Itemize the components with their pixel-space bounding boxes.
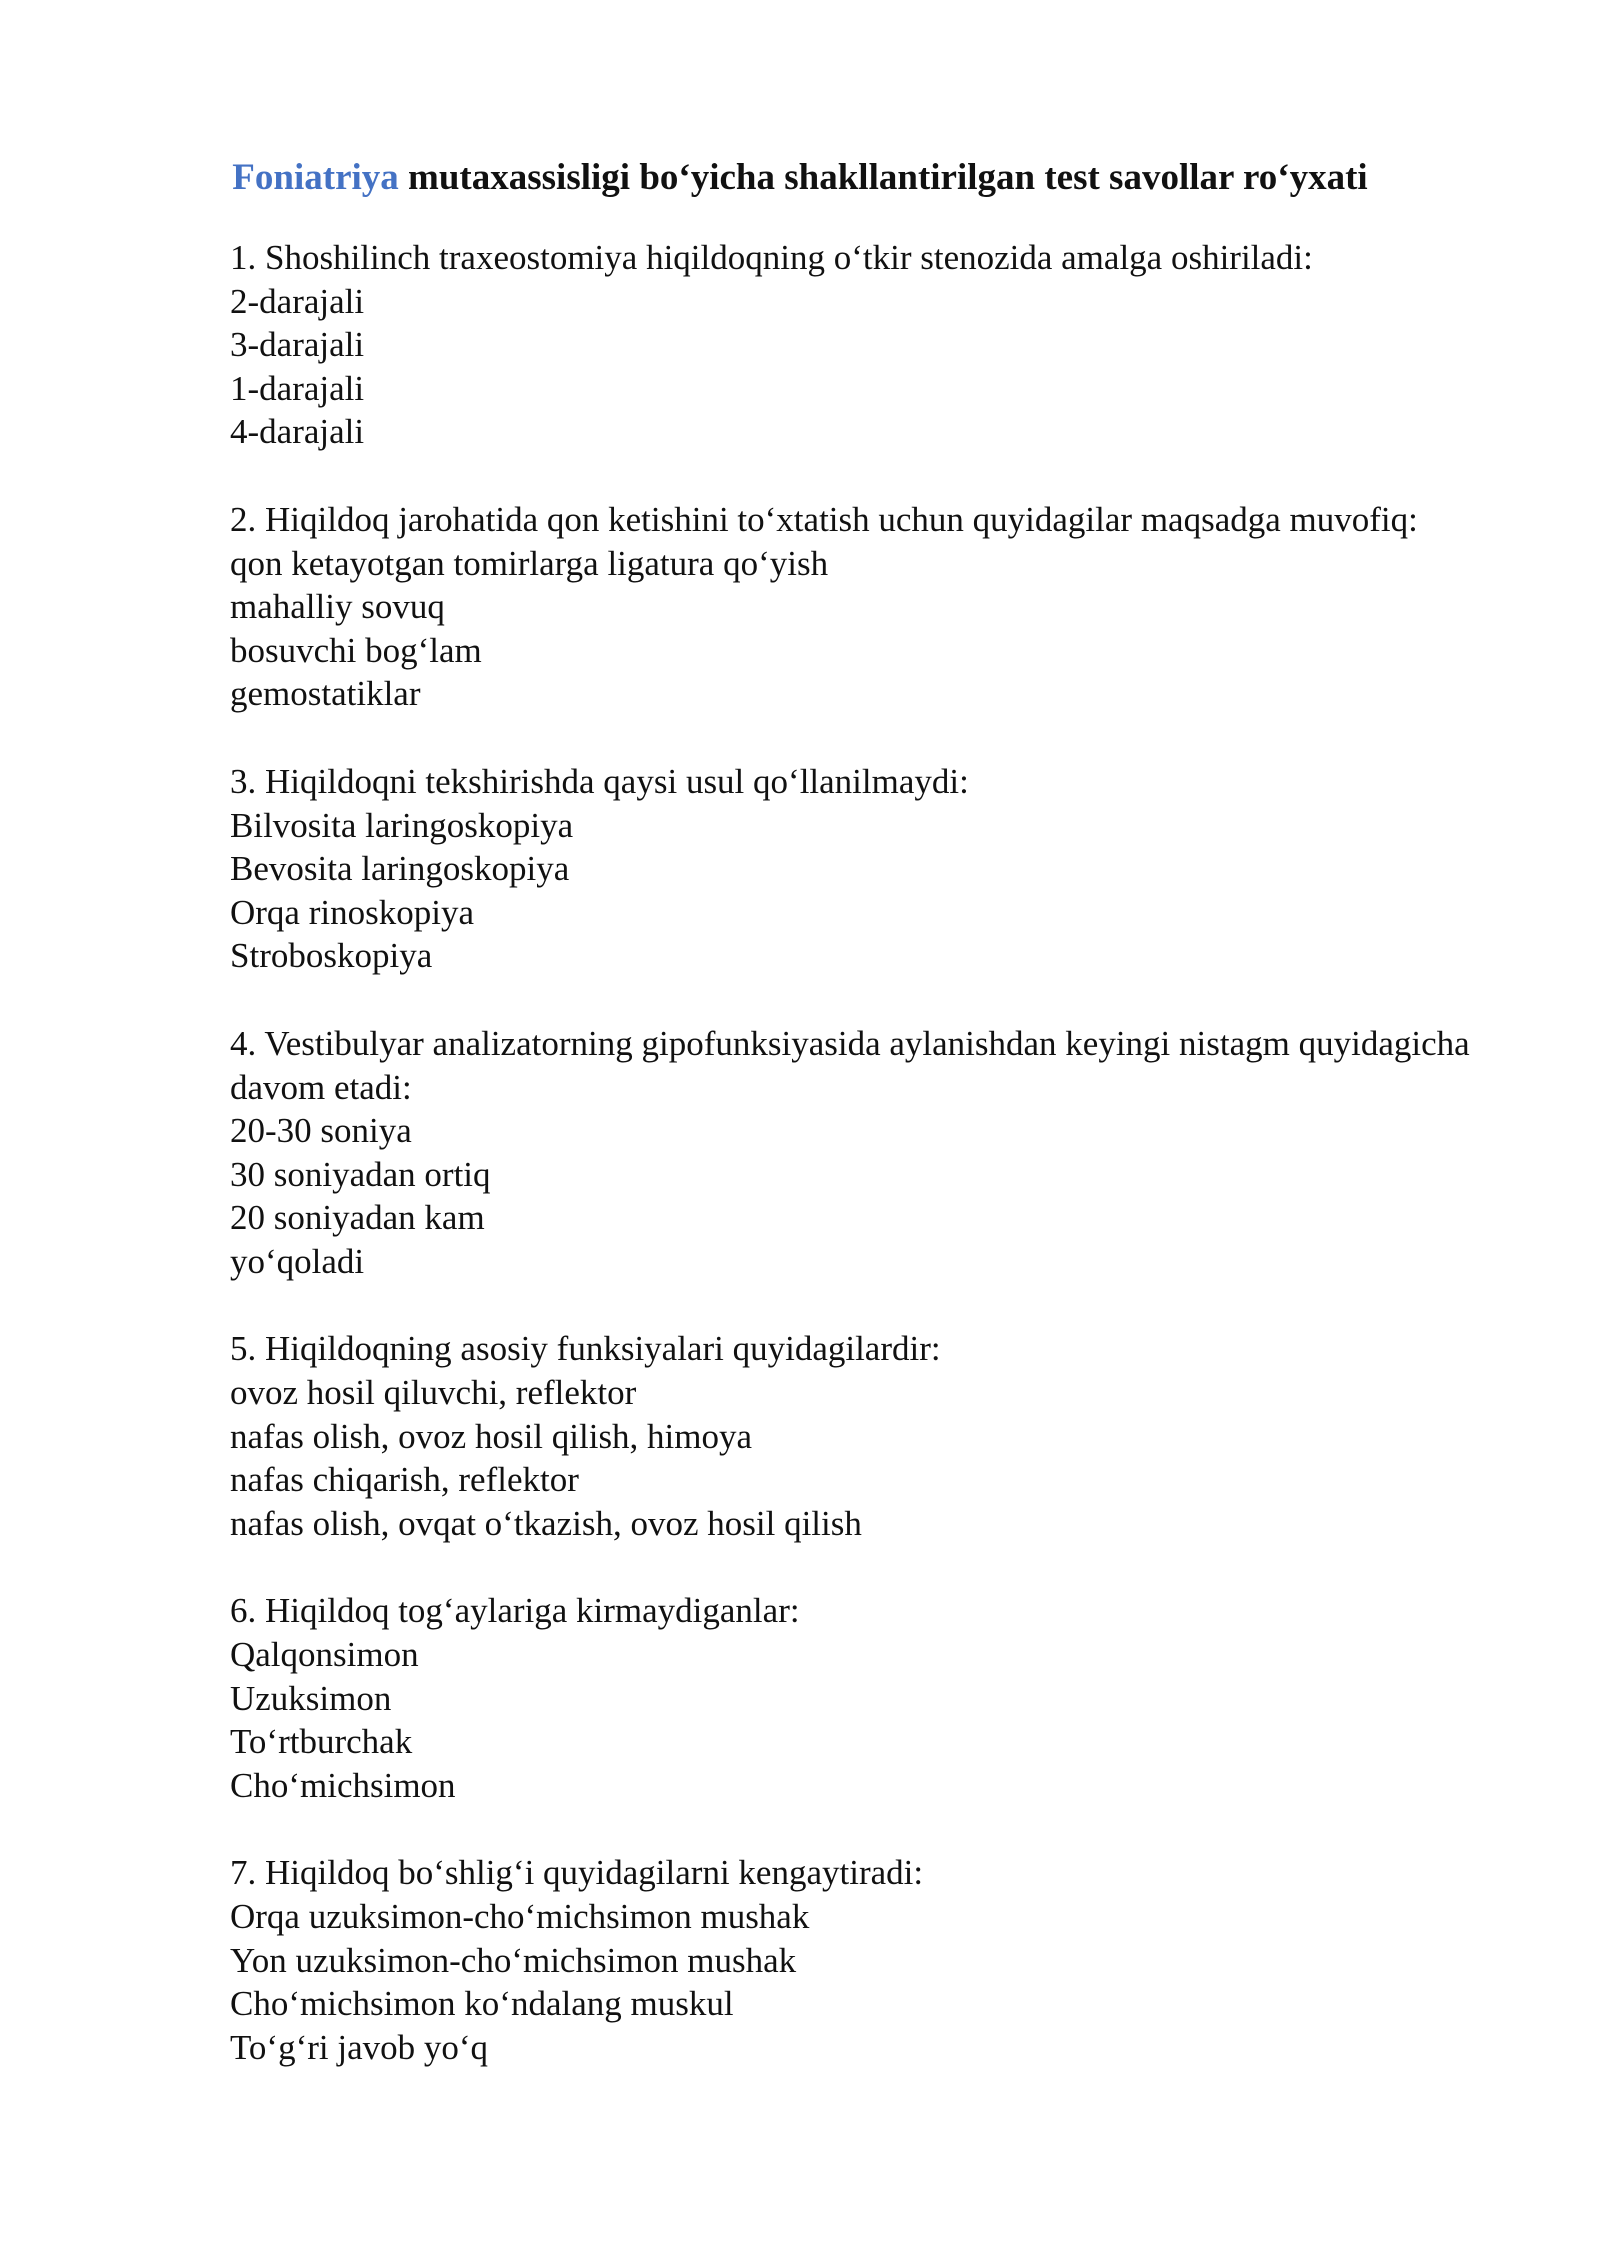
question-text: 7. Hiqildoq bo‘shlig‘i quyidagilarni kengaytiradi: [230,1853,924,1893]
answer-option: 20 soniyadan kam [230,1198,485,1238]
answer-option: Stroboskopiya [230,936,433,976]
answer-option: Cho‘michsimon ko‘ndalang muskul [230,1984,734,2024]
answer-option: gemostatiklar [230,674,421,714]
answer-option: nafas olish, ovqat o‘tkazish, ovoz hosil qilish [230,1503,862,1543]
answer-option: nafas olish, ovoz hosil qilish, himoya [230,1416,753,1456]
question-3 [230,760,1470,978]
title-rest: mutaxassisligi bo‘yicha shakllantirilgan test savollar ro‘yxati [398,157,1368,198]
answer-option: Orqa rinoskopiya [230,892,474,932]
question-text: 5. Hiqildoqning asosiy funksiyalari quyidagilardir: [230,1329,941,1369]
question-4 [230,1022,1470,1284]
answer-option: 3-darajali [230,325,365,365]
answer-option: mahalliy sovuq [230,587,445,627]
question-list [230,236,1470,2113]
answer-option: 4-darajali [230,412,365,452]
answer-option: nafas chiqarish, reflektor [230,1460,579,1500]
question-2 [230,498,1470,716]
answer-option: 1-darajali [230,368,365,408]
question-5 [230,1327,1470,1545]
answer-option: Yon uzuksimon-cho‘michsimon mushak [230,1940,797,1980]
answer-option: Orqa uzuksimon-cho‘michsimon mushak [230,1897,810,1936]
answer-option: Bilvosita laringoskopiya [230,805,574,845]
question-text: 3. Hiqildoqni tekshirishda qaysi usul qo‘llanilmaydi: [230,761,969,801]
answer-option: ovoz hosil qiluvchi, reflektor [230,1373,637,1413]
answer-option: Cho‘michsimon [230,1765,456,1805]
question-text: 2. Hiqildoq jarohatida qon ketishini to‘xtatish uchun quyidagilar maqsadga muvofiq: [230,499,1418,539]
question-6 [230,1589,1470,1807]
answer-option: 30 soniyadan ortiq [230,1154,491,1194]
answer-option: bosuvchi bog‘lam [230,630,482,670]
answer-option: 2-darajali [230,281,365,321]
document-title [0,148,1600,208]
question-7 [230,1851,1470,2069]
question-text: 1. Shoshilinch traxeostomiya hiqildoqning o‘tkir stenozida amalga oshiriladi: [230,238,1313,277]
answer-option: To‘g‘ri javob yo‘q [230,2027,489,2067]
question-1 [230,236,1470,454]
answer-option: Bevosita laringoskopiya [230,849,570,889]
answer-option: Uzuksimon [230,1678,392,1718]
answer-option: Qalqonsimon [230,1635,419,1675]
answer-option: To‘rtburchak [230,1722,413,1762]
answer-option: 20-30 soniya [230,1111,412,1151]
answer-option: yo‘qoladi [230,1241,365,1281]
answer-option: qon ketayotgan tomirlarga ligatura qo‘yish [230,543,829,583]
question-text: 6. Hiqildoq tog‘aylariga kirmaydiganlar: [230,1591,800,1631]
question-text: 4. Vestibulyar analizatorning gipofunksiyasida aylanishdan keyingi nistagm quyidagicha davom etadi: [230,1023,1470,1107]
title-highlight: Foniatriya [232,157,399,198]
